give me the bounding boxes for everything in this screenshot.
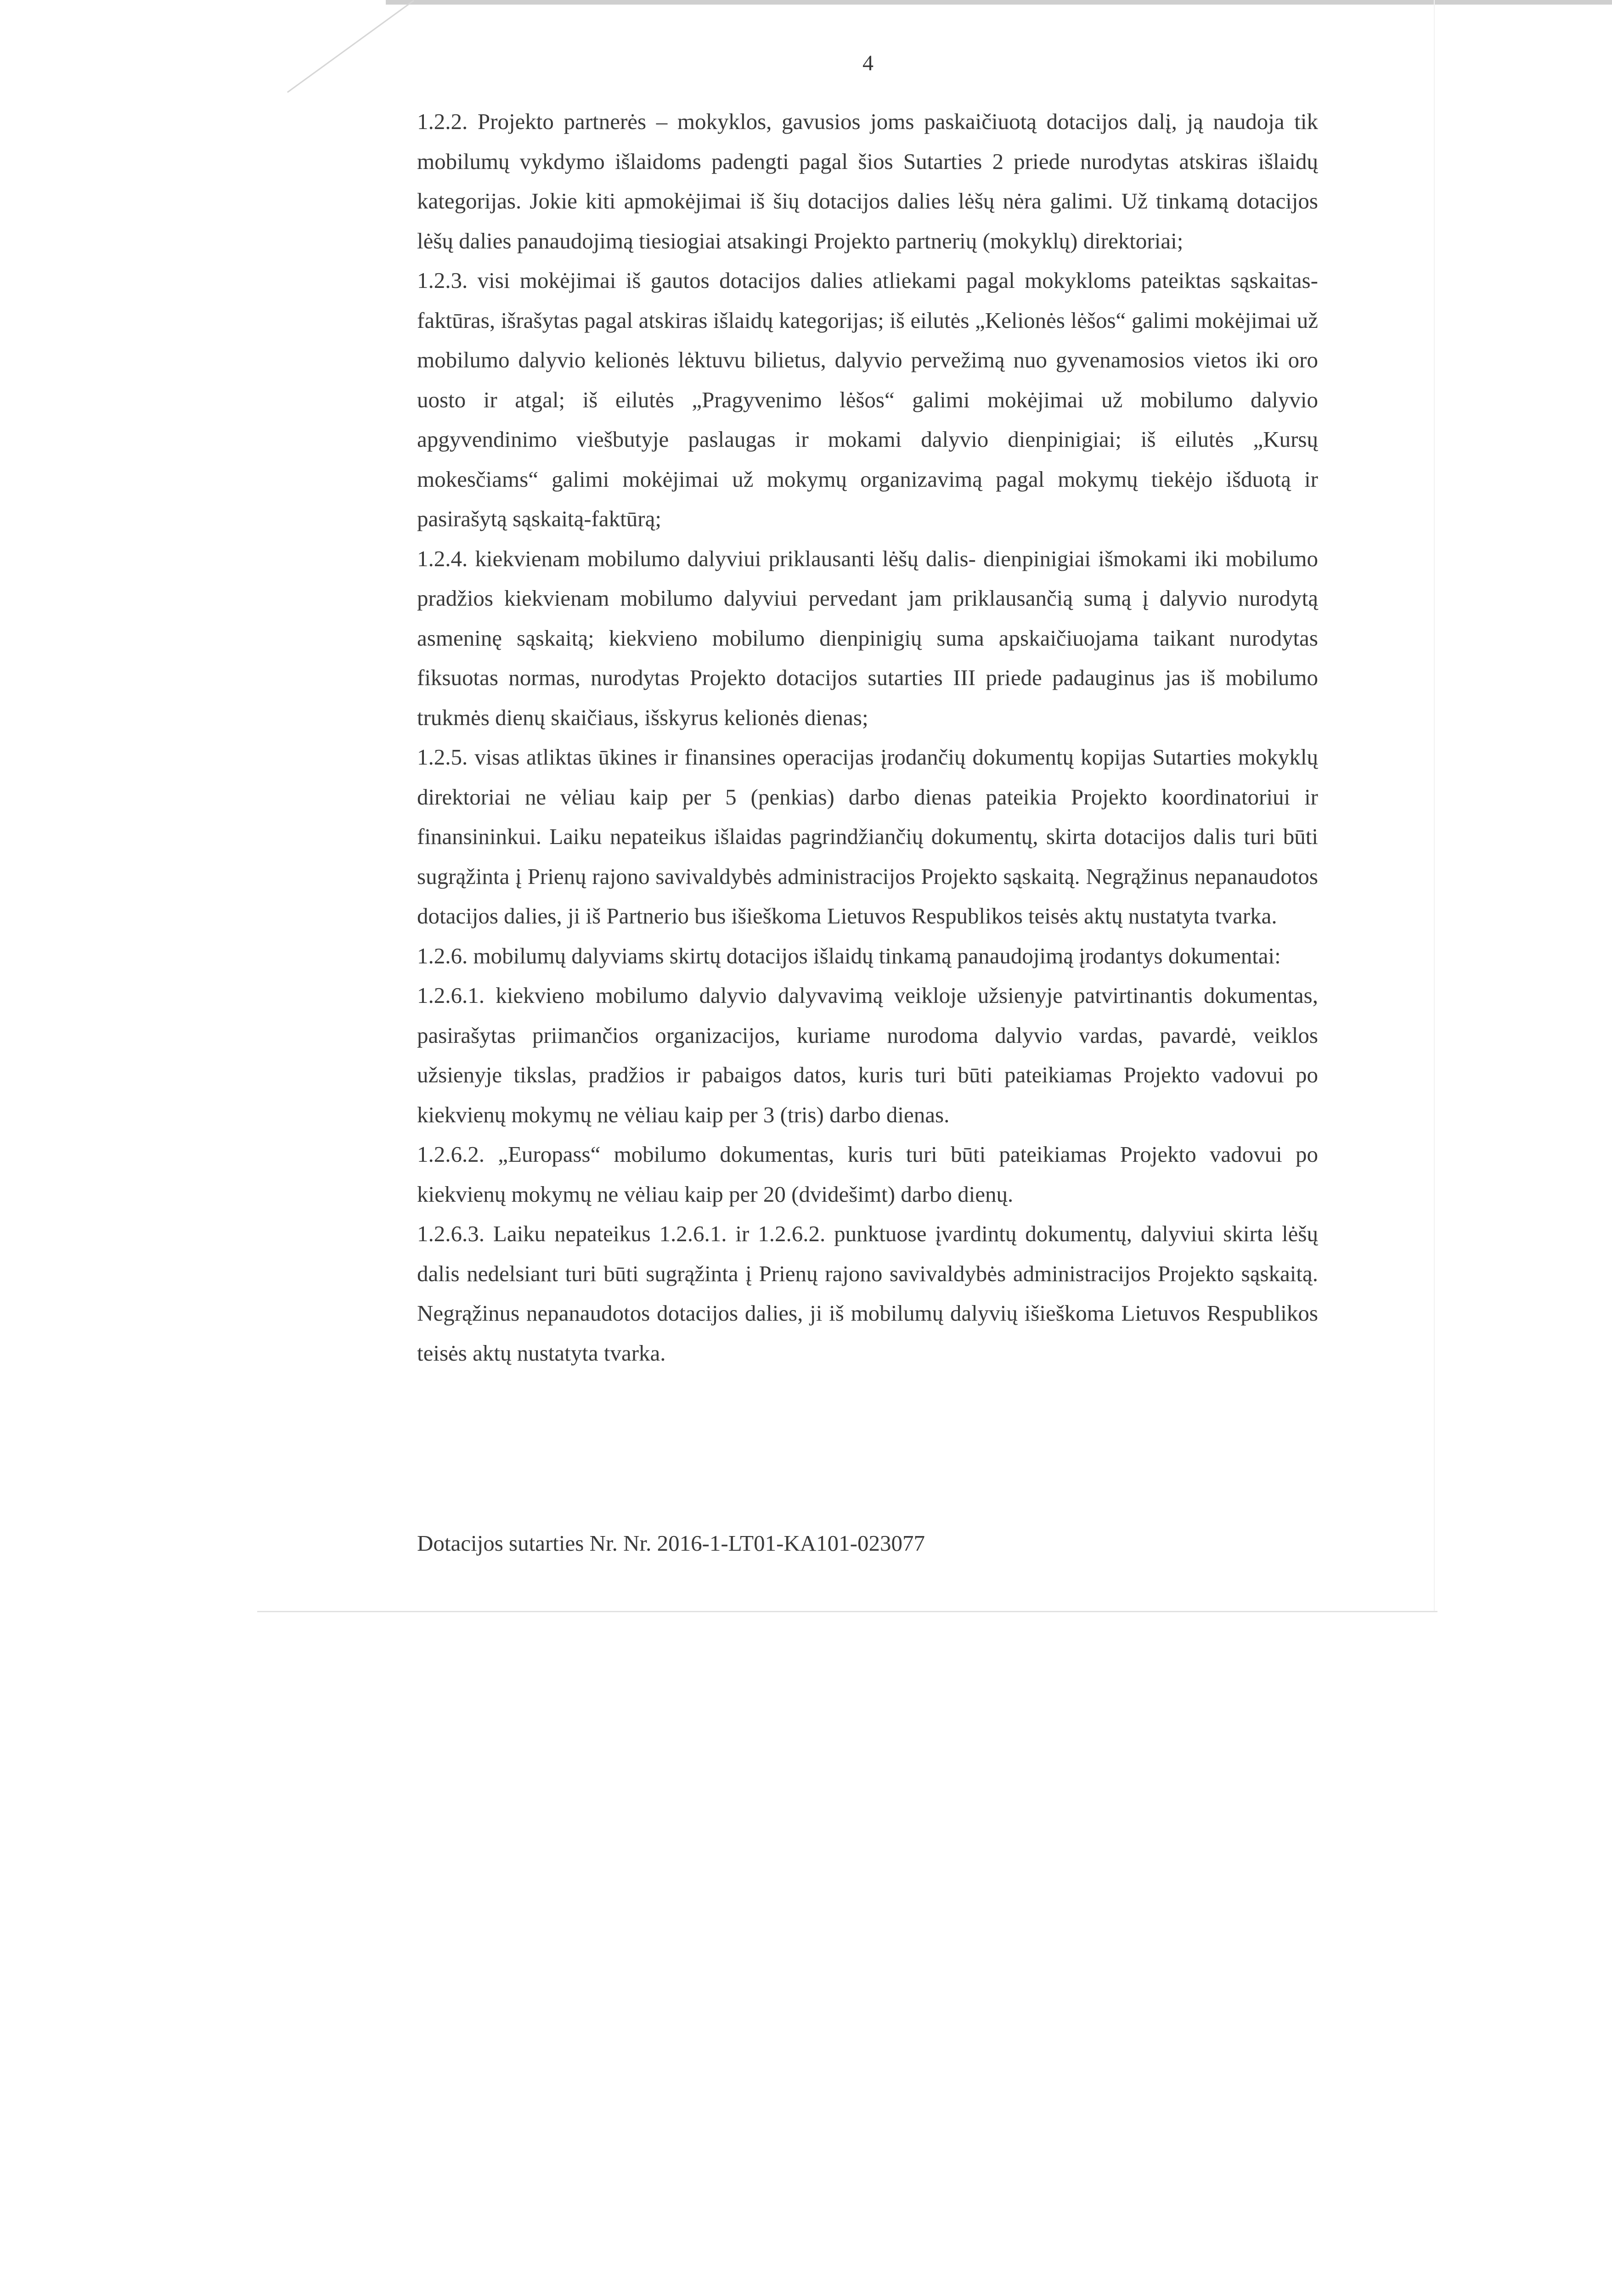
page-number: 4 [862,51,874,75]
paragraph-1-2-6-3: 1.2.6.3. Laiku nepateikus 1.2.6.1. ir 1.2.6.2. punktuose įvardintų dokumentų, dalyviui skirta lėšų dalis nedelsiant turi būti sugrąžinta į Prienų rajono savivaldybės administracijos Projekto sąskaitą. Negrąžinus nepanaudotos dotacijos dalies, ji iš mobilumų dalyvių išieškoma Lietuvos Respublikos teisės aktų nustatyta tvarka. [417,1221,1318,1366]
paragraph-1-2-4: 1.2.4. kiekvienam mobilumo dalyviui priklausanti lėšų dalis- dienpinigiai išmokami iki mobilumo pradžios kiekvienam mobilumo dalyviui pervedant jam priklausančią sumą į dalyvio nurodytą asmeninę sąskaitą; kiekvieno mobilumo dienpinigių suma apskaičiuojama taikant nurodytas fiksuotas normas, nurodytas Projekto dotacijos sutarties III priede padauginus jas iš mobilumo trukmės dienų skaičiaus, išskyrus kelionės dienas; [417,546,1318,730]
scan-edge-top [386,0,1612,5]
paragraph-1-2-6: 1.2.6. mobilumų dalyviams skirtų dotacijos išlaidų tinkamą panaudojimą įrodantys dokumentai: [417,943,1281,968]
paragraph-1-2-6-1: 1.2.6.1. kiekvieno mobilumo dalyvio dalyvavimą veikloje užsienyje patvirtinantis dokumentas, pasirašytas priimančios organizacijos, kuriame nurodoma dalyvio vardas, pavardė, veiklos užsienyje tikslas, pradžios ir pabaigos datos, kuris turi būti pateikiamas Projekto vadovui po kiekvienų mokymų ne vėliau kaip per 3 (tris) darbo dienas. [417,983,1318,1127]
document-footer: Dotacijos sutarties Nr. Nr. 2016-1-LT01-KA101-023077 [417,1531,925,1556]
scan-edge-bottom [257,1611,1437,1612]
paragraph-1-2-6-2: 1.2.6.2. „Europass“ mobilumo dokumentas, kuris turi būti pateikiamas Projekto vadovui po kiekvienų mokymų ne vėliau kaip per 20 (dvidešimt) darbo dienų. [417,1142,1318,1207]
paragraph-1-2-5: 1.2.5. visas atliktas ūkines ir finansines operacijas įrodančių dokumentų kopijas Sutarties mokyklų direktoriai ne vėliau kaip per 5 (penkias) darbo dienas pateikia Projekto koordinatoriui ir finansininkui. Laiku nepateikus išlaidas pagrindžiančių dokumentų, skirta dotacijos dalis turi būti sugrąžinta į Prienų rajono savivaldybės administracijos Projekto sąskaitą. Negrąžinus nepanaudotos dotacijos dalies, ji iš Partnerio bus išieškoma Lietuvos Respublikos teisės aktų nustatyta tvarka. [417,744,1318,929]
scan-edge-right [1434,0,1435,1612]
paragraph-1-2-3: 1.2.3. visi mokėjimai iš gautos dotacijos dalies atliekami pagal mokykloms pateiktas sąskaitas-faktūras, išrašytas pagal atskiras išlaidų kategorijas; iš eilutės „Kelionės lėšos“ galimi mokėjimai už mobilumo dalyvio kelionės lėktuvu bilietus, dalyvio pervežimą nuo gyvenamosios vietos iki oro uosto ir atgal; iš eilutės „Pragyvenimo lėšos“ galimi mokėjimai už mobilumo dalyvio apgyvendinimo viešbutyje paslaugas ir mokami dalyvio dienpinigiai; iš eilutės „Kursų mokesčiams“ galimi mokėjimai už mokymų organizavimą pagal mokymų tiekėjo išduotą ir pasirašytą sąskaitą-faktūrą; [417,268,1318,531]
document-body [417,102,1318,1373]
scan-fold-line [287,0,414,93]
paragraph-1-2-2: 1.2.2. Projekto partnerės – mokyklos, gavusios joms paskaičiuotą dotacijos dalį, ją naudoja tik mobilumų vykdymo išlaidoms padengti pagal šios Sutarties 2 priede nurodytas atskiras išlaidų kategorijas. Jokie kiti apmokėjimai iš šių dotacijos dalies lėšų nėra galimi. Už tinkamą dotacijos lėšų dalies panaudojimą tiesiogiai atsakingi Projekto partnerių (mokyklų) direktoriai; [417,109,1318,253]
